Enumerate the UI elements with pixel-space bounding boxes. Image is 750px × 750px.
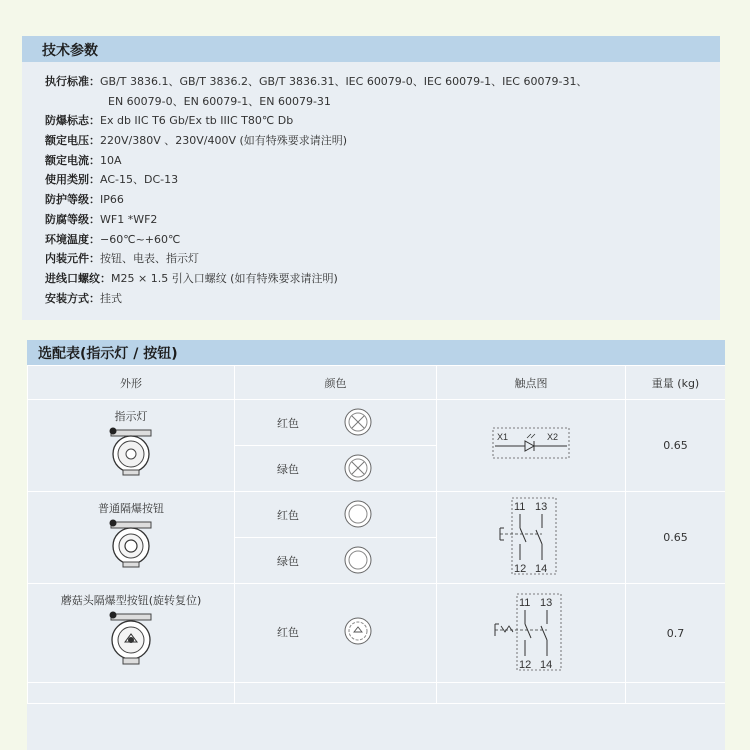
param-row: 防爆标志：Ex db IIC T6 Gb/Ex tb IIIC T80℃ Db xyxy=(45,114,294,128)
color-cell xyxy=(235,400,437,446)
diagram-label-x1: X1 xyxy=(497,432,509,442)
param-row: 额定电压：220V/380V 、230V/400V (如有特殊要求请注明) xyxy=(45,134,348,148)
contact-label-13: 13 xyxy=(540,596,553,609)
param-row: 额定电流：10A xyxy=(45,153,122,167)
button-circle-icon xyxy=(343,499,373,529)
contact-label-12: 12 xyxy=(514,563,527,575)
led-diode-diagram xyxy=(491,424,571,464)
selection-header xyxy=(27,340,725,365)
selection-title: 选配表(指示灯 / 按钮) xyxy=(38,346,178,362)
selection-section xyxy=(27,340,725,750)
tech-params-header xyxy=(22,36,720,62)
contact-diagram-cell xyxy=(437,683,626,704)
param-row: 防护等级：IP66 xyxy=(45,193,124,207)
color-label: 绿色 xyxy=(277,463,299,476)
tech-params-title: 技术参数 xyxy=(42,43,98,59)
weight-cell: 0.7 xyxy=(626,584,726,683)
params-list xyxy=(45,72,587,308)
color-label: 绿色 xyxy=(277,555,299,568)
contact-label-11: 11 xyxy=(514,501,526,513)
weight-cell: 0.65 xyxy=(626,492,726,584)
param-row: 环境温度：−60℃~+60℃ xyxy=(45,232,181,246)
selection-table xyxy=(27,365,725,704)
shape-cell xyxy=(28,492,235,584)
table-header-row xyxy=(28,366,726,400)
shape-cell xyxy=(28,683,235,704)
table-row xyxy=(28,584,726,683)
table-row xyxy=(28,492,726,538)
contact-label-11: 11 xyxy=(519,596,531,609)
header-color: 颜色 xyxy=(235,366,437,400)
shape-cell xyxy=(28,400,235,492)
param-row: 防腐等级：WF1 *WF2 xyxy=(45,212,158,226)
mushroom-button-product-icon xyxy=(103,610,159,668)
param-row: 执行标准：GB/T 3836.1、GB/T 3836.2、GB/T 3836.31、IEC 60079-0、IEC 60079-1、IEC 60079-31、 xyxy=(45,75,588,88)
param-row: 进线口螺纹：M25 × 1.5 引入口螺纹 (如有特殊要求请注明) xyxy=(45,271,338,285)
product-name: 蘑菇头隔爆型按钮(旋转复位) xyxy=(60,594,202,607)
diagram-label-x2: X2 xyxy=(547,432,559,442)
header-contact: 触点图 xyxy=(437,366,626,400)
color-cell xyxy=(235,538,437,584)
param-row: 安装方式：挂式 xyxy=(45,291,122,305)
param-row: 使用类别：AC-15、DC-13 xyxy=(45,173,179,187)
indicator-light-product-icon xyxy=(103,426,159,476)
product-name: 普通隔爆按钮 xyxy=(98,502,164,515)
contact-label-14: 14 xyxy=(540,658,553,671)
header-shape: 外形 xyxy=(28,366,235,400)
color-cell xyxy=(235,446,437,492)
tech-params-section xyxy=(22,36,720,320)
mushroom-contact-diagram xyxy=(491,592,571,672)
mushroom-button-icon xyxy=(343,616,373,646)
button-circle-icon xyxy=(343,545,373,575)
contact-diagram-cell xyxy=(437,492,626,584)
table-row xyxy=(28,683,726,704)
button-contact-diagram xyxy=(496,496,566,576)
contact-diagram-cell xyxy=(437,584,626,683)
contact-label-14: 14 xyxy=(535,563,548,575)
color-cell xyxy=(235,492,437,538)
param-row: EN 60079-0、EN 60079-1、EN 60079-31 xyxy=(108,94,331,108)
contact-label-12: 12 xyxy=(519,658,532,671)
color-cell xyxy=(235,683,437,704)
color-label: 红色 xyxy=(277,509,299,522)
contact-label-13: 13 xyxy=(535,501,548,513)
shape-cell xyxy=(28,584,235,683)
header-weight: 重量 (kg) xyxy=(626,366,726,400)
contact-diagram-cell xyxy=(437,400,626,492)
weight-cell xyxy=(626,683,726,704)
weight-cell: 0.65 xyxy=(626,400,726,492)
lamp-cross-icon xyxy=(343,453,373,483)
lamp-cross-icon xyxy=(343,407,373,437)
color-label: 红色 xyxy=(277,626,299,639)
color-label: 红色 xyxy=(277,417,299,430)
param-row: 内装元件：按钮、电表、指示灯 xyxy=(45,252,199,266)
product-name: 指示灯 xyxy=(114,410,148,423)
table-row xyxy=(28,400,726,446)
push-button-product-icon xyxy=(103,518,159,568)
color-cell xyxy=(235,584,437,683)
